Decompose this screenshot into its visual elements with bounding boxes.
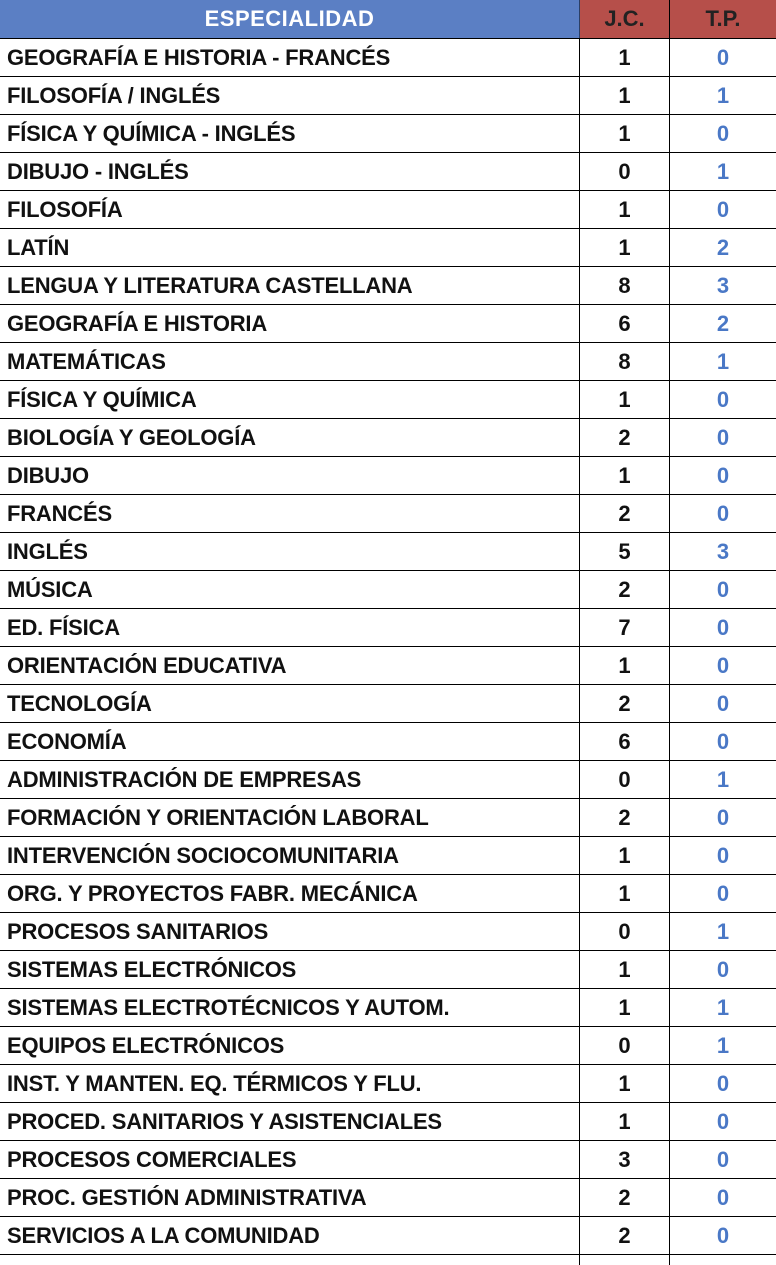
jc-cell: 2 [580, 685, 670, 722]
table-row [0, 229, 776, 267]
jc-cell: 2 [580, 571, 670, 608]
especialidad-cell: BIOLOGÍA Y GEOLOGÍA [0, 419, 580, 456]
table-row-partial [0, 1255, 776, 1265]
jc-cell: 6 [580, 305, 670, 342]
table-row [0, 305, 776, 343]
especialidad-cell: DIBUJO - INGLÉS [0, 153, 580, 190]
tp-cell: 0 [716, 804, 730, 830]
table-row [0, 191, 776, 229]
jc-cell: 1 [580, 381, 670, 418]
tp-cell: 1 [716, 918, 730, 944]
tp-cell: 0 [716, 1146, 730, 1172]
table-row [0, 571, 776, 609]
especialidad-cell: MATEMÁTICAS [0, 343, 580, 380]
table-row [0, 115, 776, 153]
tp-cell: 0 [716, 1184, 730, 1210]
table-row [0, 419, 776, 457]
tp-cell: 0 [716, 120, 730, 146]
tp-cell: 3 [716, 538, 730, 564]
jc-cell: 2 [580, 1179, 670, 1216]
jc-cell: 0 [580, 913, 670, 950]
especialidad-cell: SISTEMAS ELECTRÓNICOS [0, 951, 580, 988]
tp-cell: 0 [716, 614, 730, 640]
tp-cell: 1 [716, 348, 730, 374]
table-row [0, 343, 776, 381]
especialidad-cell: INST. Y MANTEN. EQ. TÉRMICOS Y FLU. [0, 1065, 580, 1102]
especialidad-cell: ECONOMÍA [0, 723, 580, 760]
header-tp: T.P. [670, 0, 776, 38]
especialidad-cell: SERVICIOS A LA COMUNIDAD [0, 1217, 580, 1254]
table-row [0, 913, 776, 951]
especialidad-cell: DIBUJO [0, 457, 580, 494]
table-row [0, 951, 776, 989]
table-row [0, 1179, 776, 1217]
tp-cell: 0 [716, 728, 730, 754]
jc-cell: 6 [580, 723, 670, 760]
jc-cell: 1 [580, 837, 670, 874]
jc-cell: 1 [580, 875, 670, 912]
especialidad-cell: FILOSOFÍA / INGLÉS [0, 77, 580, 114]
table-row [0, 875, 776, 913]
especialidad-cell: SISTEMAS ELECTROTÉCNICOS Y AUTOM. [0, 989, 580, 1026]
tp-cell: 0 [716, 576, 730, 602]
especialidad-cell: FRANCÉS [0, 495, 580, 532]
table-row [0, 609, 776, 647]
jc-cell: 1 [580, 39, 670, 76]
jc-cell: 1 [580, 1065, 670, 1102]
tp-cell: 0 [716, 1222, 730, 1248]
jc-cell: 1 [580, 989, 670, 1026]
tp-cell: 2 [716, 310, 730, 336]
table-row [0, 799, 776, 837]
jc-cell: 0 [580, 1027, 670, 1064]
especialidad-cell: FÍSICA Y QUÍMICA [0, 381, 580, 418]
jc-cell: 2 [580, 495, 670, 532]
jc-cell: 1 [580, 457, 670, 494]
especialidad-cell: ORG. Y PROYECTOS FABR. MECÁNICA [0, 875, 580, 912]
especialidad-cell: TECNOLOGÍA [0, 685, 580, 722]
header-jc: J.C. [580, 0, 670, 38]
tp-cell: 0 [716, 1070, 730, 1096]
especialidad-cell: GEOGRAFÍA E HISTORIA [0, 305, 580, 342]
especialidad-cell: PROCESOS SANITARIOS [0, 913, 580, 950]
especialidad-cell: INTERVENCIÓN SOCIOCOMUNITARIA [0, 837, 580, 874]
header-especialidad: ESPECIALIDAD [0, 0, 580, 38]
tp-cell: 0 [716, 880, 730, 906]
table-row [0, 533, 776, 571]
tp-cell: 1 [716, 994, 730, 1020]
table-row [0, 1217, 776, 1255]
jc-cell: 1 [580, 77, 670, 114]
jc-cell: 5 [580, 533, 670, 570]
especialidad-cell: PROCESOS COMERCIALES [0, 1141, 580, 1178]
table-row [0, 1027, 776, 1065]
table-row [0, 457, 776, 495]
table-row [0, 77, 776, 115]
jc-cell: 0 [580, 761, 670, 798]
jc-cell: 1 [580, 951, 670, 988]
table-row [0, 837, 776, 875]
tp-cell: 1 [716, 158, 730, 184]
jc-cell: 2 [580, 419, 670, 456]
especialidad-cell: EQUIPOS ELECTRÓNICOS [0, 1027, 580, 1064]
jc-cell: 1 [580, 647, 670, 684]
tp-cell: 0 [716, 690, 730, 716]
table-row [0, 1141, 776, 1179]
jc-cell: 1 [580, 1103, 670, 1140]
table-row [0, 381, 776, 419]
table-body [0, 39, 776, 1255]
tp-cell: 1 [716, 766, 730, 792]
especialidad-cell: FÍSICA Y QUÍMICA - INGLÉS [0, 115, 580, 152]
table-row [0, 39, 776, 77]
tp-cell: 2 [716, 234, 730, 260]
table-row [0, 1103, 776, 1141]
tp-cell: 0 [716, 462, 730, 488]
tp-cell: 1 [716, 82, 730, 108]
tp-cell: 0 [716, 956, 730, 982]
especialidad-cell: PROC. GESTIÓN ADMINISTRATIVA [0, 1179, 580, 1216]
especialidad-cell: GEOGRAFÍA E HISTORIA - FRANCÉS [0, 39, 580, 76]
jc-cell: 1 [580, 229, 670, 266]
especialidad-cell: FILOSOFÍA [0, 191, 580, 228]
jc-cell: 8 [580, 267, 670, 304]
especialidad-cell: PROCED. SANITARIOS Y ASISTENCIALES [0, 1103, 580, 1140]
tp-cell: 0 [716, 1108, 730, 1134]
especialidad-cell: ORIENTACIÓN EDUCATIVA [0, 647, 580, 684]
table-row [0, 153, 776, 191]
jc-cell: 2 [580, 1217, 670, 1254]
tp-cell: 0 [716, 424, 730, 450]
table-row [0, 1065, 776, 1103]
jc-cell: 0 [580, 153, 670, 190]
table-row [0, 267, 776, 305]
jc-cell: 3 [580, 1141, 670, 1178]
tp-cell: 0 [716, 500, 730, 526]
especialidad-cell: MÚSICA [0, 571, 580, 608]
especialidad-cell: ED. FÍSICA [0, 609, 580, 646]
jc-cell: 1 [580, 115, 670, 152]
table-row [0, 685, 776, 723]
table-row [0, 989, 776, 1027]
especialidad-cell: FORMACIÓN Y ORIENTACIÓN LABORAL [0, 799, 580, 836]
tp-cell: 0 [716, 196, 730, 222]
jc-cell: 8 [580, 343, 670, 380]
table-row [0, 495, 776, 533]
especialidad-cell: LENGUA Y LITERATURA CASTELLANA [0, 267, 580, 304]
table-header-row [0, 0, 776, 39]
tp-cell: 0 [716, 386, 730, 412]
jc-cell: 2 [580, 799, 670, 836]
tp-cell: 0 [716, 652, 730, 678]
jc-cell: 1 [580, 191, 670, 228]
jc-cell: 7 [580, 609, 670, 646]
table-row [0, 647, 776, 685]
tp-cell: 0 [716, 842, 730, 868]
tp-cell: 0 [716, 44, 730, 70]
especialidad-cell: INGLÉS [0, 533, 580, 570]
tp-cell: 1 [716, 1032, 730, 1058]
especialidad-cell: LATÍN [0, 229, 580, 266]
table-row [0, 761, 776, 799]
table-row [0, 723, 776, 761]
tp-cell: 3 [716, 272, 730, 298]
especialidad-cell: ADMINISTRACIÓN DE EMPRESAS [0, 761, 580, 798]
